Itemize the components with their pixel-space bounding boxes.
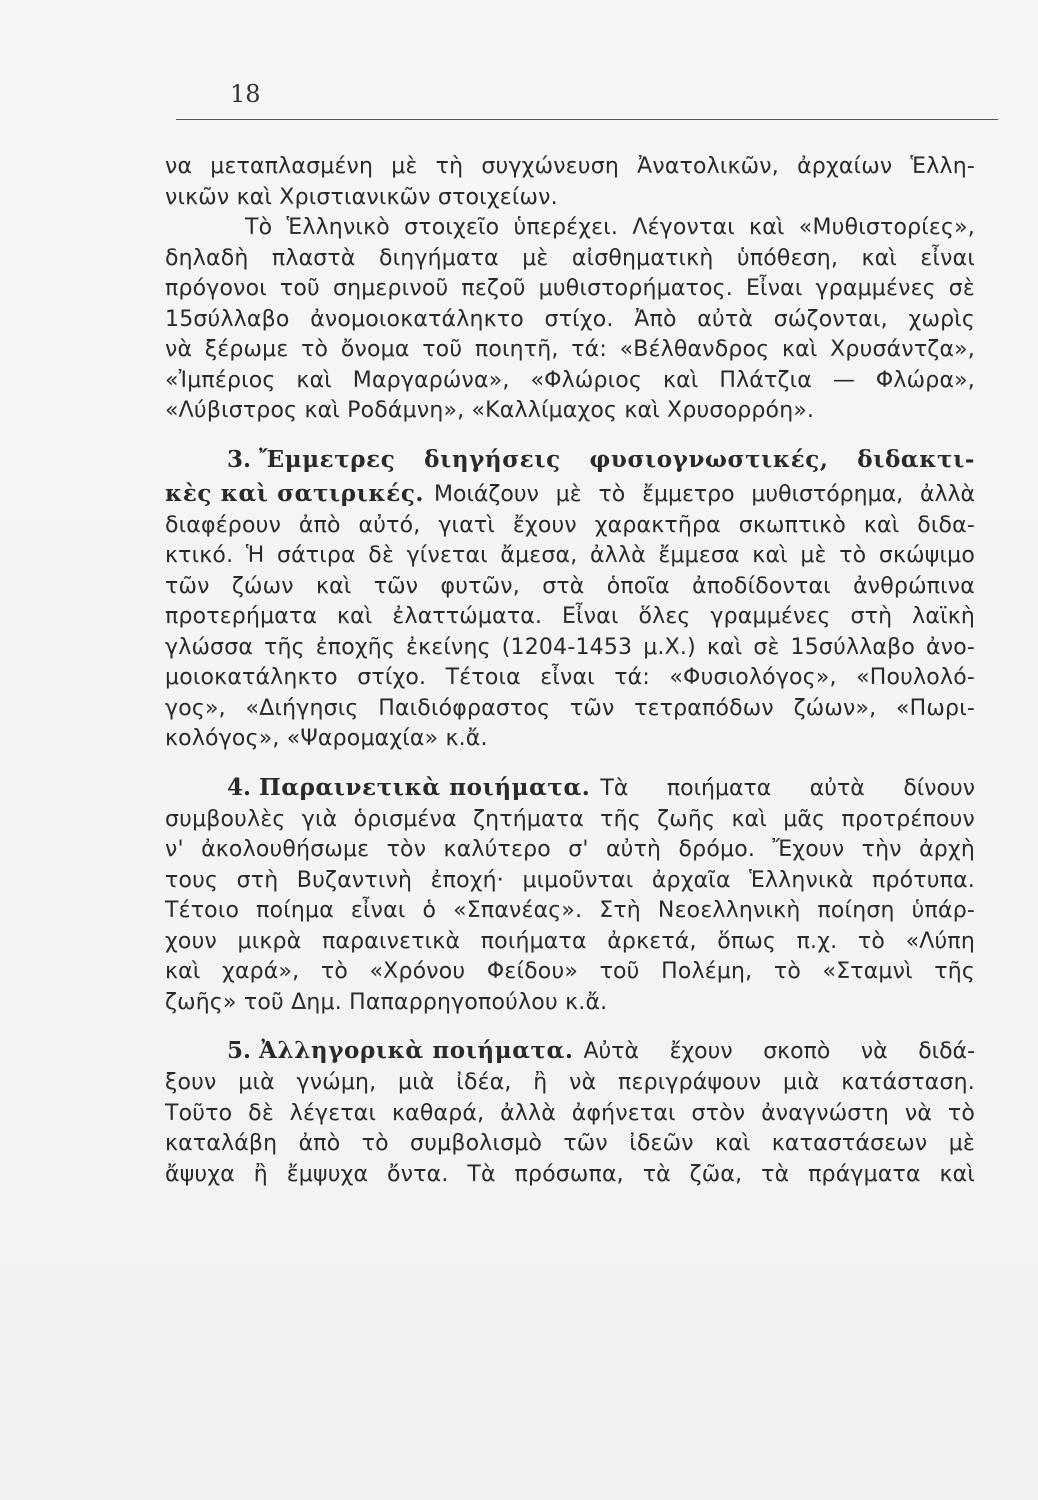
section-number: 3. [227, 445, 252, 473]
text-line: τῶν ζώων καὶ τῶν φυτῶν, στὰ ὁποῖα ἀποδίδονται ἀνθρώπινα [165, 573, 975, 599]
text-line: ζωῆς» τοῦ Δημ. Παπαρρηγοπούλου κ.ἄ. [165, 989, 608, 1015]
text-line: γλώσσα τῆς ἐποχῆς ἐκείνης (1204-1453 μ.Χ.) καὶ σὲ 15σύλλαβο ἀνο- [165, 634, 975, 660]
section-5-heading [165, 1034, 975, 1068]
text-line: ἄψυχα ἢ ἔμψυχα ὄντα. Τὰ πρόσωπα, τὰ ζῶα, τὰ πράγματα καὶ [165, 1161, 975, 1187]
text-line: Τοῦτο δὲ λέγεται καθαρά, ἀλλὰ ἀφήνεται στὸν ἀναγνώστη νὰ τὸ [165, 1100, 975, 1126]
text-line: ξουν μιὰ γνώμη, μιὰ ἰδέα, ἢ νὰ περιγράψουν μιὰ κατάσταση. [165, 1070, 975, 1095]
text-line: να μεταπλασμένη μὲ τὴ συγχώνευση Ἀνατολικῶν, ἀρχαίων Ἑλλη- [165, 154, 975, 179]
text-line: μοιοκατάληκτο στίχο. Τέτοια εἶναι τά: «Φυσιολόγος», «Πουλολό- [165, 665, 975, 690]
section-number: 4. [227, 773, 252, 801]
text-line: νὰ ξέρωμε τὸ ὄνομα τοῦ ποιητῆ, τά: «Βέλθανδρος καὶ Χρυσάντζα», [165, 337, 975, 362]
section-3-heading [165, 443, 975, 477]
text-line: συμβουλὲς γιὰ ὁρισμένα ζητήματα τῆς ζωῆς καὶ μᾶς προτρέπουν [165, 806, 975, 832]
text-line: χουν μικρὰ παραινετικὰ ποιήματα ἀρκετά, ὅπως π.χ. τὸ «Λύπη [165, 928, 975, 954]
section-3-heading-cont [165, 477, 975, 511]
text-line: ν' ἀκολουθήσωμε τὸν καλύτερο σ' αὐτὴ δρόμο. Ἔχουν τὴν ἀρχὴ [165, 837, 975, 862]
text-line: δηλαδὴ πλαστὰ διηγήματα μὲ αἰσθηματικὴ ὑπόθεση, καὶ εἶναι [165, 245, 975, 271]
text-line: προτερήματα καὶ ἐλαττώματα. Εἶναι ὅλες γραμμένες στὴ λαϊκὴ [165, 604, 975, 629]
section-title: Παραινετικὰ ποιήματα. [259, 773, 591, 801]
section-number: 5. [227, 1037, 252, 1064]
section-4-heading [165, 771, 975, 805]
text-line: καὶ χαρά», τὸ «Χρόνου Φείδου» τοῦ Πολέμη, τὸ «Σταμνὶ τῆς [165, 959, 975, 984]
text-line: «Λύβιστρος καὶ Ροδάμνη», «Καλλίμαχος καὶ Χρυσορρόη». [165, 398, 815, 423]
text-line: κολόγος», «Ψαρομαχία» κ.ἄ. [165, 726, 488, 751]
section-title: κὲς καὶ σατιρικές. [165, 479, 425, 507]
section-title: Ἔμμετρες διηγήσεις φυσιογνωστικές, διδακτι- [259, 445, 975, 473]
text-line: «Ἰμπέριος καὶ Μαργαρώνα», «Φλώριος καὶ Πλάτζια — Φλώρα», [165, 367, 975, 393]
text-line: τους στὴ Βυζαντινὴ ἐποχή· μιμοῦνται ἀρχαῖα Ἑλληνικὰ πρότυπα. [165, 867, 975, 893]
text-line: Τέτοιο ποίημα εἶναι ὁ «Σπανέας». Στὴ Νεοελληνικὴ ποίηση ὑπάρ- [165, 898, 975, 923]
text-line: Μοιάζουν μὲ τὸ ἔμμετρο μυθιστόρημα, ἀλλὰ [434, 481, 975, 507]
text-line: 15σύλλαβο ἀνομοιοκατάληκτο στίχο. Ἀπὸ αὐτὰ σώζονται, χωρὶς [165, 306, 975, 332]
text-line: Τὸ Ἑλληνικὸ στοιχεῖο ὑπερέχει. Λέγονται καὶ «Μυθιστορίες», [245, 215, 975, 240]
text-line: διαφέρουν ἀπὸ αὐτό, γιατὶ ἔχουν χαρακτῆρα σκωπτικὸ καὶ διδα- [165, 512, 975, 538]
text-line: κτικό. Ἡ σάτιρα δὲ γίνεται ἄμεσα, ἀλλὰ ἔμμεσα καὶ μὲ τὸ σκώψιμο [165, 543, 975, 568]
section-title: Ἀλληγορικὰ ποιήματα. [259, 1037, 574, 1064]
text-line: Τὰ ποιήματα αὐτὰ δίνουν [600, 775, 975, 801]
body-text [165, 152, 975, 1190]
text-line: πρόγονοι τοῦ σημερινοῦ πεζοῦ μυθιστορήματος. Εἶναι γραμμένες σὲ [165, 276, 975, 301]
text-line: Αὐτὰ ἔχουν σκοπὸ νὰ διδά- [583, 1039, 975, 1064]
header-rule [176, 119, 998, 120]
text-line: γος», «Διήγησις Παιδιόφραστος τῶν τετραπόδων ζώων», «Πωρι- [165, 695, 975, 721]
text-line: νικῶν καὶ Χριστιανικῶν στοιχείων. [165, 184, 558, 210]
text-line: καταλάβη ἀπὸ τὸ συμβολισμὸ τῶν ἰδεῶν καὶ καταστάσεων μὲ [165, 1131, 975, 1156]
page-number: 18 [230, 80, 261, 108]
